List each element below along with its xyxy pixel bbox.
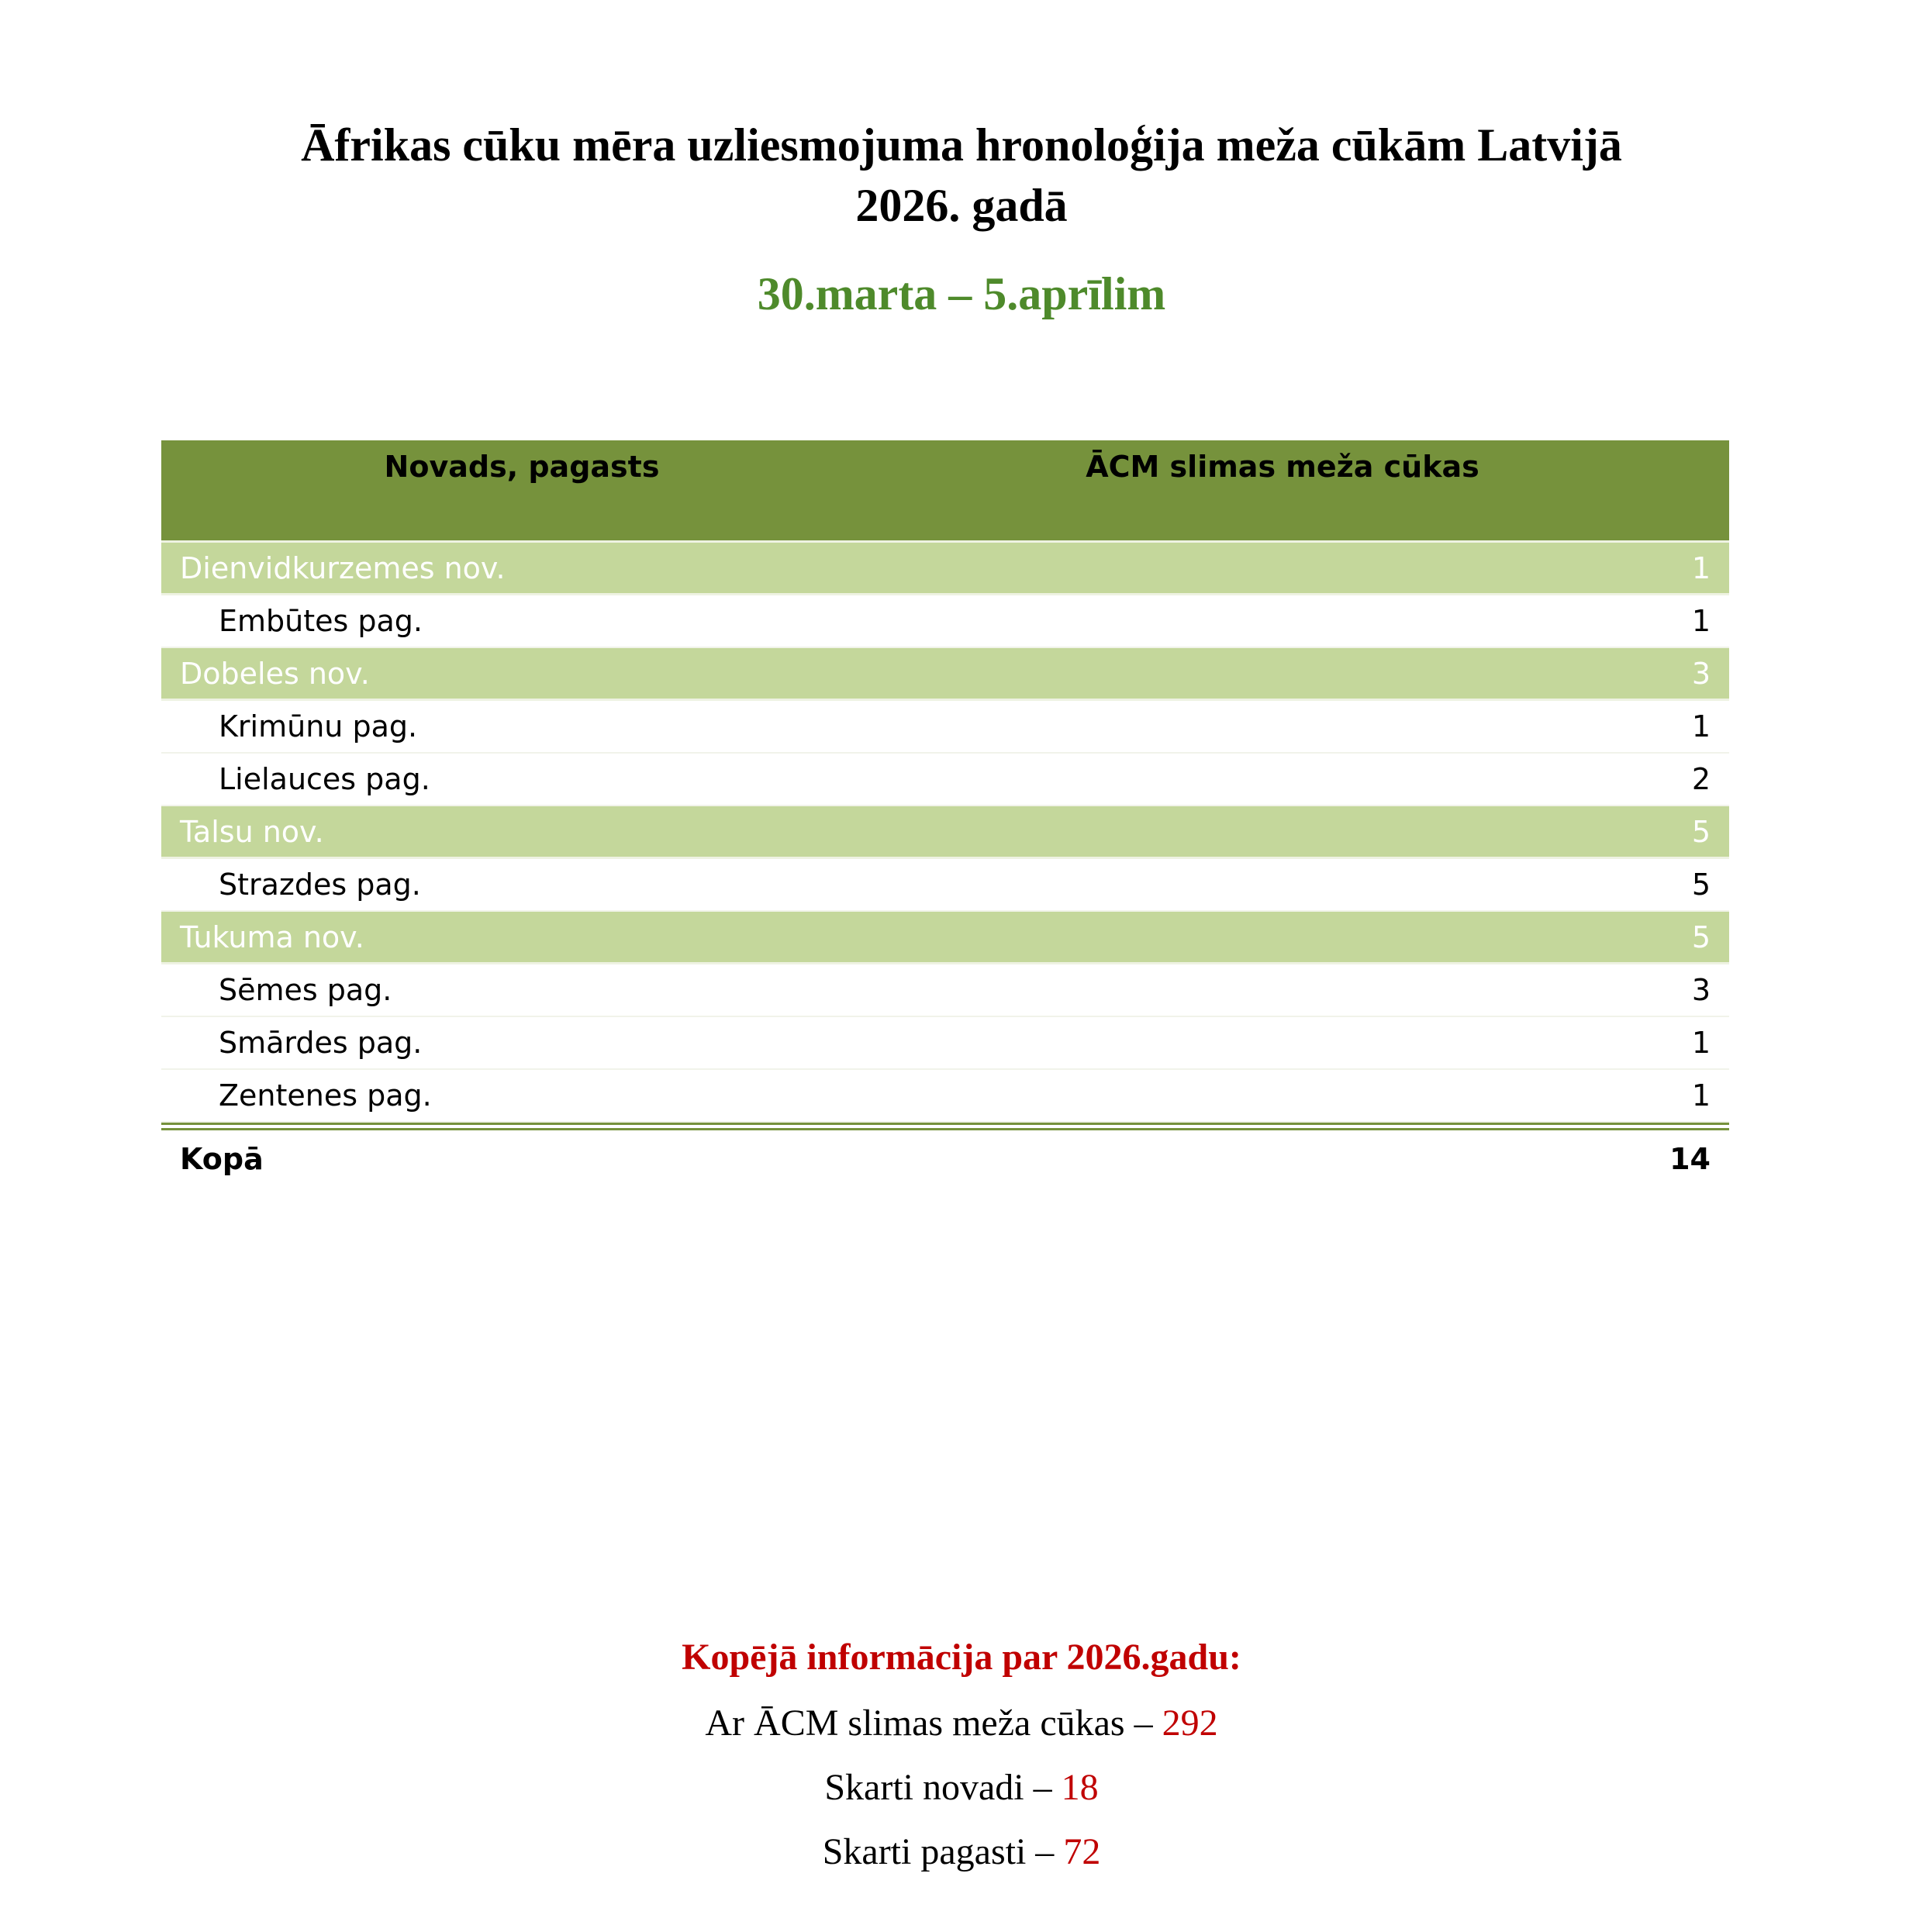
row-value: 1 xyxy=(1691,709,1711,743)
novads-row xyxy=(161,912,1729,964)
total-value: 14 xyxy=(1669,1142,1711,1176)
row-name: Strazdes pag. xyxy=(219,868,421,902)
total-row xyxy=(161,1130,1729,1188)
summary-value: 292 xyxy=(1162,1703,1218,1744)
row-name: Dobeles nov. xyxy=(180,656,370,691)
pagasts-row xyxy=(161,595,1729,648)
total-label: Kopā xyxy=(180,1142,264,1176)
summary-value: 18 xyxy=(1061,1767,1099,1808)
row-value: 5 xyxy=(1691,814,1711,849)
row-value: 1 xyxy=(1691,604,1711,638)
row-name: Talsu nov. xyxy=(180,814,324,849)
row-value: 1 xyxy=(1691,1026,1711,1060)
summary-line-novadi xyxy=(0,1766,1923,1809)
row-name: Embūtes pag. xyxy=(219,604,423,638)
row-name: Tukuma nov. xyxy=(180,919,364,954)
row-name: Sēmes pag. xyxy=(219,973,392,1007)
pagasts-row xyxy=(161,859,1729,912)
row-value: 3 xyxy=(1691,973,1711,1007)
pagasts-row xyxy=(161,964,1729,1017)
row-value: 1 xyxy=(1691,550,1711,585)
pagasts-row xyxy=(161,754,1729,806)
pagasts-row xyxy=(161,701,1729,754)
row-value: 1 xyxy=(1691,1078,1711,1113)
row-value: 5 xyxy=(1691,919,1711,954)
row-name: Lielauces pag. xyxy=(219,762,430,796)
novads-row xyxy=(161,648,1729,701)
row-value: 5 xyxy=(1691,868,1711,902)
title-line-1: Āfrikas cūku mēra uzliesmojuma hronoloģija meža cūkām Latvijā xyxy=(301,119,1622,171)
table-body xyxy=(161,543,1729,1123)
table-header xyxy=(161,440,1729,543)
period-subtitle: 30.marta – 5.aprīlim xyxy=(757,268,1166,319)
pagasts-row xyxy=(161,1017,1729,1070)
document-title xyxy=(0,115,1923,236)
header-cases: ĀCM slimas meža cūkas xyxy=(1086,450,1479,484)
summary-label: Skarti pagasti – xyxy=(822,1831,1064,1872)
summary-label: Ar ĀCM slimas meža cūkas – xyxy=(705,1703,1162,1744)
summary-value: 72 xyxy=(1063,1831,1101,1872)
row-value: 2 xyxy=(1691,762,1711,796)
summary-label: Skarti novadi – xyxy=(824,1767,1062,1808)
cases-table xyxy=(161,440,1729,1188)
header-region: Novads, pagasts xyxy=(384,450,660,484)
row-name: Krimūnu pag. xyxy=(219,709,418,743)
row-name: Smārdes pag. xyxy=(219,1026,423,1060)
row-name: Zentenes pag. xyxy=(219,1078,432,1113)
row-name: Dienvidkurzemes nov. xyxy=(180,550,506,585)
row-value: 3 xyxy=(1691,656,1711,691)
total-separator xyxy=(161,1123,1729,1130)
summary-line-pagasti xyxy=(0,1830,1923,1873)
pagasts-row xyxy=(161,1070,1729,1123)
summary-title: Kopējā informācija par 2026.gadu: xyxy=(682,1637,1241,1678)
title-line-2: 2026. gadā xyxy=(855,180,1068,231)
summary-line-cases xyxy=(0,1702,1923,1744)
novads-row xyxy=(161,806,1729,859)
novads-row xyxy=(161,543,1729,595)
